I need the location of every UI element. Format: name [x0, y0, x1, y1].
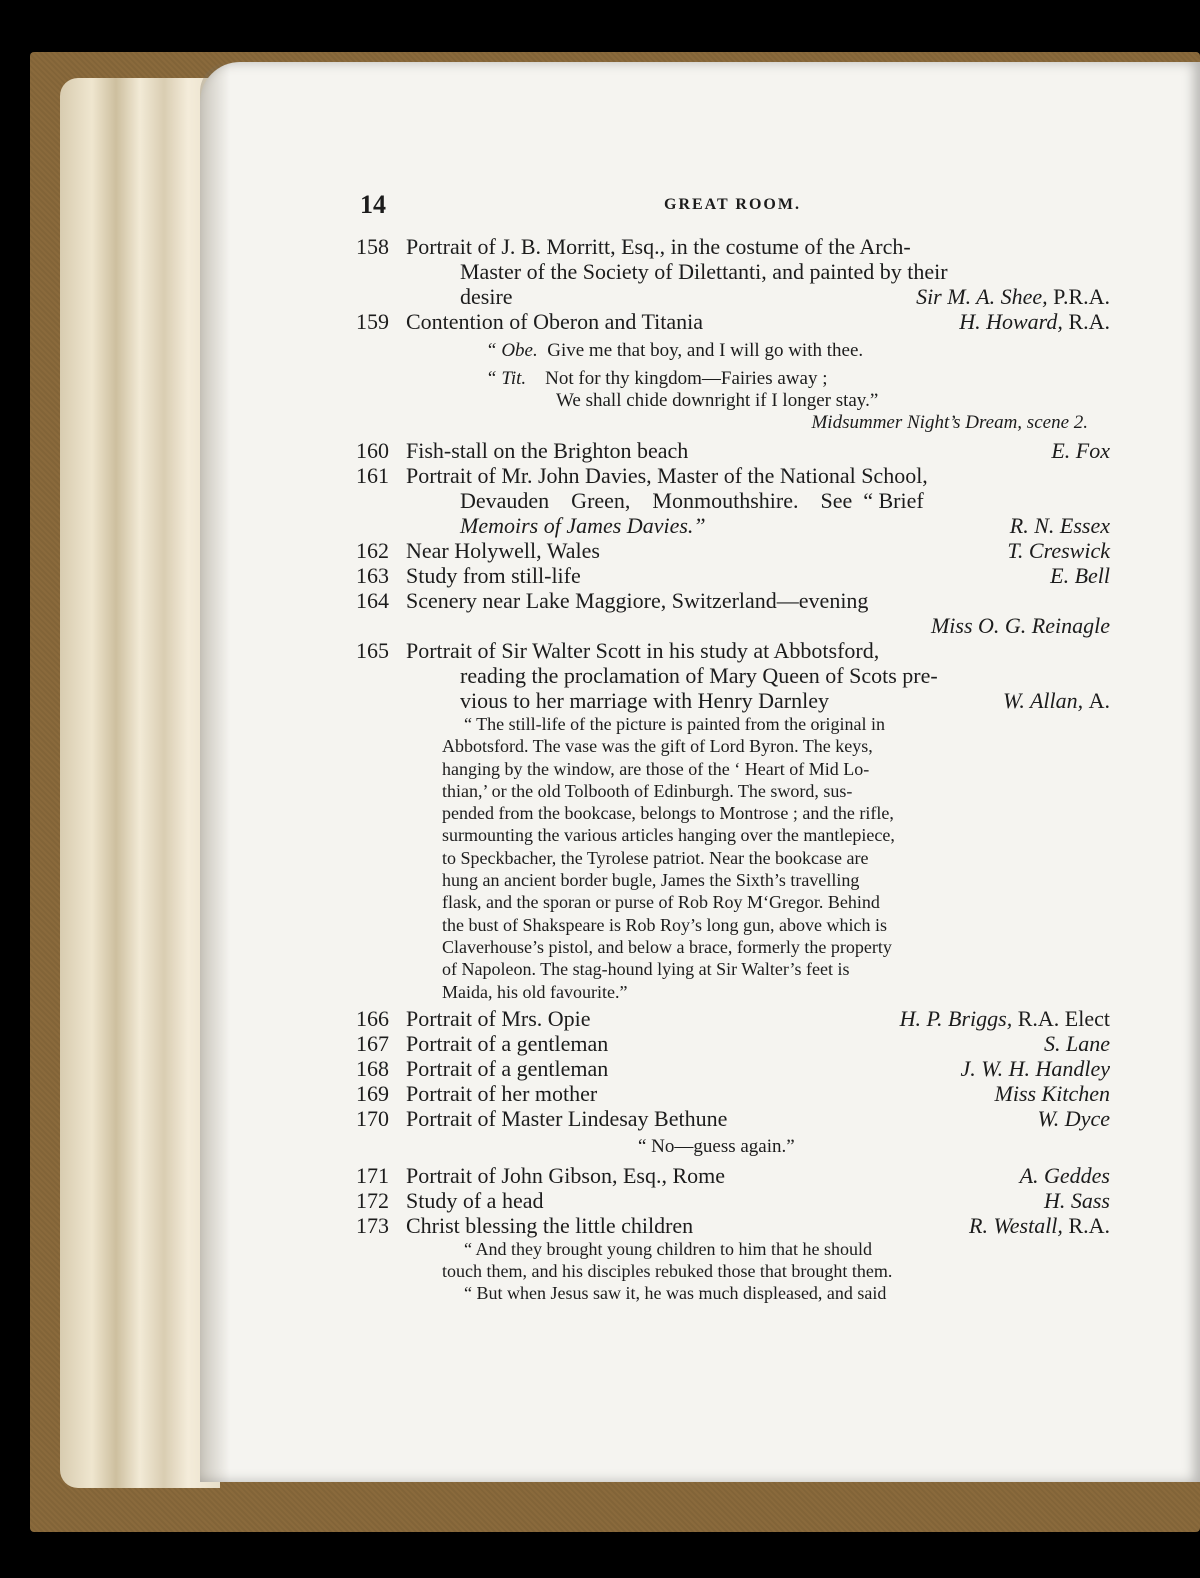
- entry-title-cont: desire: [460, 284, 513, 309]
- quote-170: “ No—guess again.”: [638, 1135, 795, 1157]
- note-line: Claverhouse’s pistol, and below a brace, formerly the property: [442, 936, 892, 957]
- entry-number: 171: [356, 1162, 389, 1188]
- entry-artist: T. Creswick: [1007, 538, 1110, 563]
- entry-artist: E. Bell: [1050, 563, 1110, 588]
- quote-159: “ Obe. Give me that boy, and I will go with thee. “ Tit. Not for thy kingdom—Fairies away ; We shall chide downright if I longer stay.” Midsummer Night’s Dream, scene 2.: [486, 340, 1088, 433]
- catalogue-entry-162: [356, 538, 1110, 563]
- catalogue-entry-161: [356, 463, 1110, 538]
- page-gutter-shadow: [200, 62, 230, 1482]
- page-content: [356, 190, 1110, 1305]
- note-line: “ And they brought young children to him that he should: [464, 1238, 872, 1259]
- entry-artist: R. Westall, R.A.: [969, 1212, 1110, 1238]
- catalogue-entry-164: [356, 588, 1110, 638]
- running-head: GREAT ROOM.: [664, 196, 801, 213]
- entry-number: 162: [356, 538, 389, 563]
- entry-number: 165: [356, 638, 389, 663]
- entry-number: 167: [356, 1030, 389, 1056]
- entry-number: 168: [356, 1055, 389, 1081]
- entry-title: Study of a head: [406, 1187, 544, 1213]
- entry-number: 159: [356, 309, 389, 334]
- entry-title: Portrait of her mother: [406, 1080, 598, 1106]
- entry-artist: Sir M. A. Shee, P.R.A.: [916, 284, 1110, 309]
- entry-artist: R. N. Essex: [1009, 513, 1110, 538]
- catalogue-entry-168: [356, 1056, 1110, 1081]
- entry-title: Portrait of J. B. Morritt, Esq., in the costume of the Arch-: [406, 234, 911, 259]
- entry-artist: W. Dyce: [1037, 1105, 1110, 1131]
- catalogue-entry-167: [356, 1031, 1110, 1056]
- entry-number: 169: [356, 1080, 389, 1106]
- entry-artist: E. Fox: [1051, 438, 1110, 463]
- note-line: thian,’ or the old Tolbooth of Edinburgh. The sword, sus-: [442, 780, 853, 801]
- entry-artist: H. Sass: [1043, 1187, 1110, 1213]
- entry-number: 158: [356, 234, 389, 259]
- note-line: Maida, his old favourite.”: [442, 981, 628, 1002]
- note-line: surmounting the various articles hanging over the mantlepiece,: [442, 825, 895, 846]
- catalogue-entry-166: [356, 1006, 1110, 1031]
- note-line: to Speckbacher, the Tyrolese patriot. Near the bookcase are: [442, 847, 869, 868]
- entry-artist: H. Howard, R.A.: [959, 309, 1110, 334]
- page-number: 14: [360, 190, 386, 219]
- note-line: touch them, and his disciples rebuked those that brought them.: [442, 1261, 893, 1282]
- catalogue-entry-169: [356, 1081, 1110, 1106]
- entry-title: Portrait of John Gibson, Esq., Rome: [406, 1162, 725, 1188]
- entry-title: Study from still-life: [406, 563, 581, 588]
- entry-number: 170: [356, 1105, 389, 1131]
- note-line: flask, and the sporan or purse of Rob Roy M‘Gregor. Behind: [442, 892, 880, 913]
- catalogue-entry-163: [356, 563, 1110, 588]
- note-line: hanging by the window, are those of the ‘ Heart of Mid Lo-: [442, 758, 870, 779]
- entry-title: Portrait of Mrs. Opie: [406, 1005, 591, 1031]
- entry-number: 160: [356, 438, 389, 463]
- entry-title: Near Holywell, Wales: [406, 538, 600, 563]
- note-line: of Napoleon. The stag-hound lying at Sir Walter’s feet is: [442, 959, 850, 980]
- catalogue-entry-159: [356, 309, 1110, 334]
- entry-artist: Miss Kitchen: [994, 1080, 1110, 1106]
- note-line: Abbotsford. The vase was the gift of Lord Byron. The keys,: [442, 736, 873, 757]
- entry-number: 164: [356, 588, 389, 613]
- entry-number: 161: [356, 463, 389, 488]
- entry-title: Fish-stall on the Brighton beach: [406, 438, 689, 463]
- catalogue-entry-170: [356, 1106, 1110, 1131]
- catalogue-entry-160: [356, 438, 1110, 463]
- entry-title: Contention of Oberon and Titania: [406, 309, 703, 334]
- entry-title: Portrait of a gentleman: [406, 1030, 609, 1056]
- entry-title: Portrait of Sir Walter Scott in his study at Abbotsford,: [406, 638, 880, 663]
- entry-title: Scenery near Lake Maggiore, Switzerland—evening: [406, 588, 869, 613]
- entry-number: 166: [356, 1005, 389, 1031]
- note-line: pended from the bookcase, belongs to Montrose ; and the rifle,: [442, 803, 894, 824]
- entry-artist: S. Lane: [1044, 1030, 1110, 1056]
- entry-title: Christ blessing the little children: [406, 1212, 694, 1238]
- entry-artist: W. Allan, A.: [1003, 688, 1110, 713]
- catalogue-entry-165: [356, 638, 1110, 713]
- page-header: [356, 190, 1110, 234]
- catalogue-entry-173: [356, 1213, 1110, 1238]
- entry-title: Portrait of Master Lindesay Bethune: [406, 1105, 728, 1131]
- entry-title-cont: Devauden Green, Monmouthshire. See “ Brief: [460, 488, 924, 513]
- note-165: [356, 713, 1110, 1003]
- catalogue-entry-171: [356, 1163, 1110, 1188]
- entry-title-cont: vious to her marriage with Henry Darnley: [460, 688, 829, 713]
- entry-artist: H. P. Briggs, R.A. Elect: [899, 1005, 1110, 1031]
- entry-artist: J. W. H. Handley: [960, 1055, 1110, 1081]
- entry-title: Portrait of Mr. John Davies, Master of the National School,: [406, 463, 928, 488]
- page-edges: [60, 78, 220, 1488]
- note-line: “ The still-life of the picture is painted from the original in: [464, 714, 886, 734]
- note-line: the bust of Shakspeare is Rob Roy’s long gun, above which is: [442, 914, 887, 935]
- entry-title-cont: reading the proclamation of Mary Queen of Scots pre-: [460, 663, 938, 688]
- catalogue-entry-172: [356, 1188, 1110, 1213]
- entry-number: 163: [356, 563, 389, 588]
- catalogue-entry-158: [356, 234, 1110, 309]
- entry-number: 172: [356, 1187, 389, 1213]
- entry-artist: Miss O. G. Reinagle: [930, 613, 1110, 638]
- note-173: [356, 1238, 1110, 1305]
- note-line: hung an ancient border bugle, James the Sixth’s travelling: [442, 870, 860, 891]
- entry-title: Portrait of a gentleman: [406, 1055, 609, 1081]
- entry-title-cont: Master of the Society of Dilettanti, and painted by their: [460, 259, 948, 284]
- entry-number: 173: [356, 1212, 389, 1238]
- quote-attribution: Midsummer Night’s Dream, scene 2.: [811, 412, 1088, 433]
- note-line: “ But when Jesus saw it, he was much displeased, and said: [464, 1283, 887, 1304]
- entry-artist: A. Geddes: [1019, 1162, 1110, 1188]
- entry-title-cont: Memoirs of James Davies.”: [460, 513, 706, 538]
